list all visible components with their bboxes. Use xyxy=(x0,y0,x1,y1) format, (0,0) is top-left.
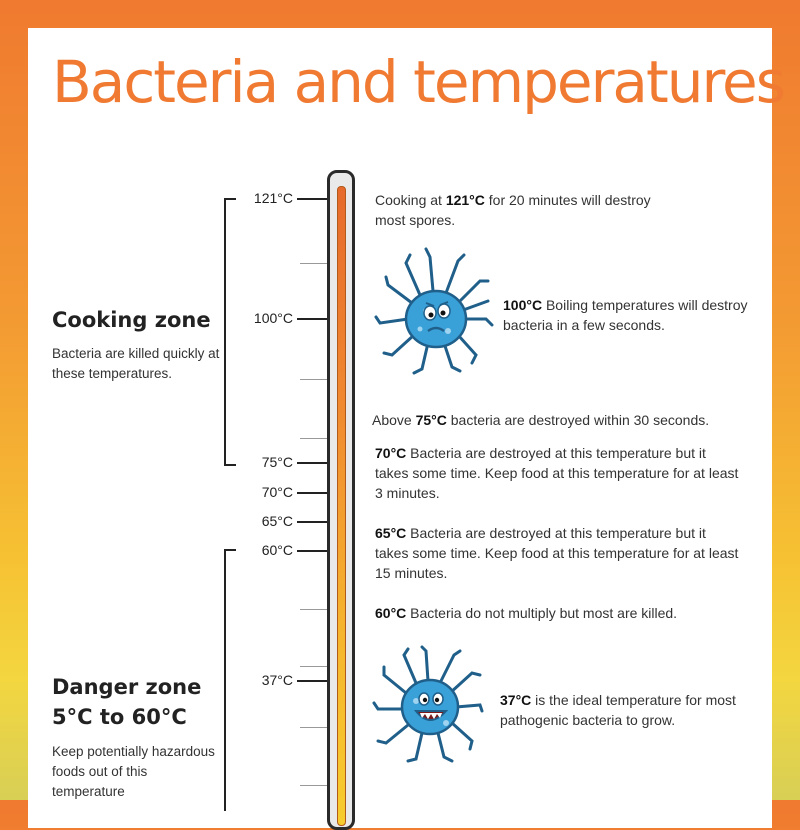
scale-label-75: 75°C xyxy=(261,454,293,470)
scale-tick-65 xyxy=(297,521,327,523)
note-75-pre: Above xyxy=(372,412,416,428)
note-100 xyxy=(503,295,758,335)
scale-label-70: 70°C xyxy=(261,484,293,500)
scale-minor-tick xyxy=(300,263,327,264)
danger-zone-heading xyxy=(52,672,201,732)
cooking-zone-bracket xyxy=(224,198,236,466)
scale-tick-60 xyxy=(297,550,327,552)
scale-label-100: 100°C xyxy=(253,310,293,326)
note-60-temp: 60°C xyxy=(375,605,407,621)
scale-minor-tick xyxy=(300,609,327,610)
note-60 xyxy=(375,603,755,623)
grinning-bacteria-icon xyxy=(372,645,484,767)
scale-minor-tick xyxy=(300,666,327,667)
scale-minor-tick xyxy=(300,785,327,786)
scale-minor-tick xyxy=(300,727,327,728)
note-37 xyxy=(500,690,740,730)
note-121-temp: 121°C xyxy=(445,192,485,208)
note-70-temp: 70°C xyxy=(375,445,407,461)
scale-minor-tick xyxy=(300,438,327,439)
danger-zone-range: 5°C to 60°C xyxy=(52,705,187,729)
note-37-text: is the ideal temperature for most pathogenic bacteria to grow. xyxy=(500,692,736,728)
note-65 xyxy=(375,523,740,583)
thermometer-mercury xyxy=(337,186,346,826)
note-100-text: Boiling temperatures will destroy bacteria in a few seconds. xyxy=(503,297,748,333)
scale-label-65: 65°C xyxy=(261,513,293,529)
scale-tick-70 xyxy=(297,492,327,494)
scale-tick-100 xyxy=(297,318,327,320)
danger-zone-description: Keep potentially hazardous foods out of this temperature xyxy=(52,744,215,799)
scale-label-60: 60°C xyxy=(261,542,293,558)
note-121-text: for 20 minutes will destroy most spores. xyxy=(375,192,651,228)
scale-label-37: 37°C xyxy=(261,672,293,688)
note-60-text: Bacteria do not multiply but most are killed. xyxy=(406,605,678,621)
note-75-temp: 75°C xyxy=(415,412,447,428)
scale-minor-tick xyxy=(300,379,327,380)
cooking-zone-heading: Cooking zone xyxy=(52,308,211,332)
note-70 xyxy=(375,443,740,503)
note-37-temp: 37°C xyxy=(500,692,532,708)
note-65-text: Bacteria are destroyed at this temperature but it takes some time. Keep food at this temperature for at least 15 minutes. xyxy=(375,525,739,581)
note-65-temp: 65°C xyxy=(375,525,407,541)
note-100-temp: 100°C xyxy=(503,297,543,313)
danger-zone-heading-line1: Danger zone xyxy=(52,675,202,699)
worried-bacteria-icon xyxy=(372,245,494,377)
note-121-pre: Cooking at xyxy=(375,192,446,208)
note-75 xyxy=(372,410,772,430)
scale-tick-121 xyxy=(297,198,327,200)
note-70-text: Bacteria are destroyed at this temperature but it takes some time. Keep food at this temperature for at least 3 minutes. xyxy=(375,445,739,501)
scale-tick-75 xyxy=(297,462,327,464)
cooking-zone-description: Bacteria are killed quickly at these temperatures. xyxy=(52,346,220,381)
danger-zone-bracket xyxy=(224,549,236,811)
scale-label-121: 121°C xyxy=(253,190,293,206)
scale-tick-37 xyxy=(297,680,327,682)
note-121 xyxy=(375,190,655,230)
note-75-text: bacteria are destroyed within 30 seconds. xyxy=(446,412,710,428)
page-title: Bacteria and temperatures xyxy=(52,48,784,116)
